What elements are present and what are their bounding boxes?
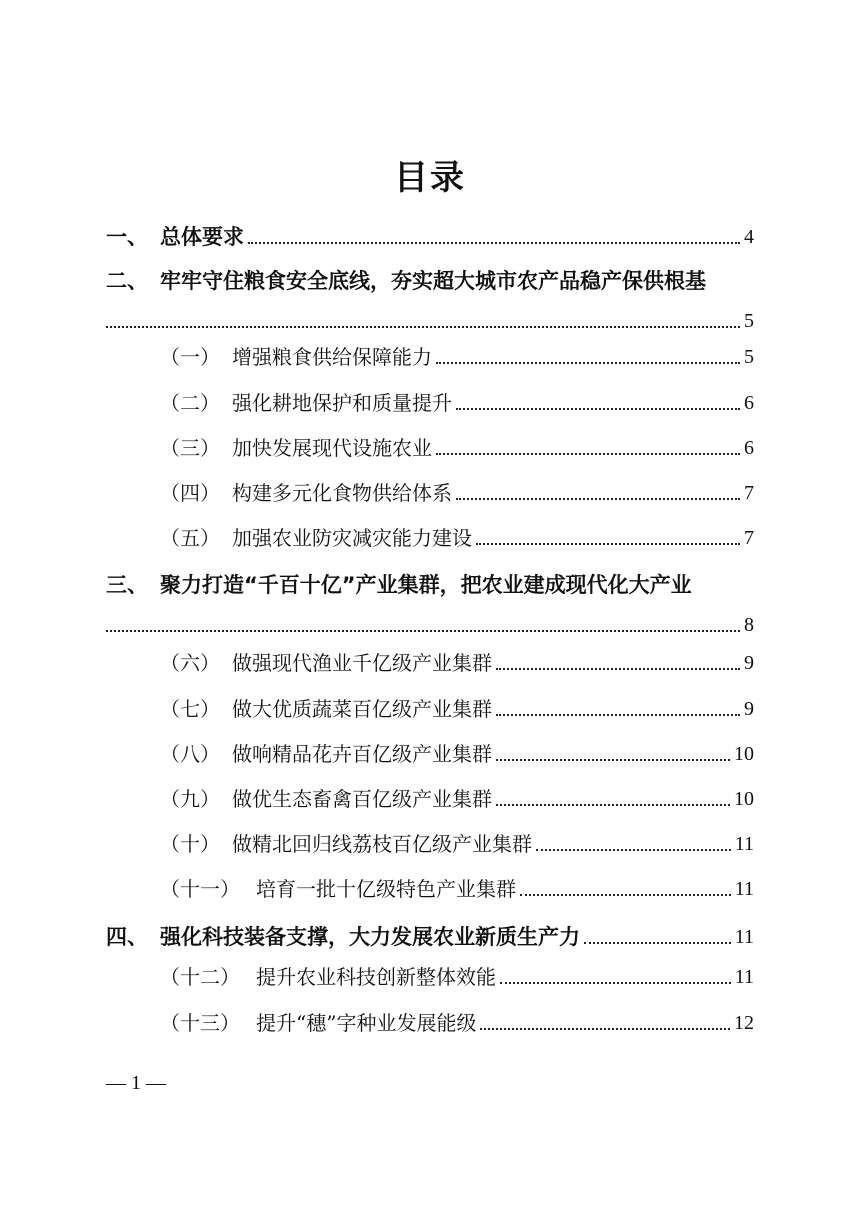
toc-entry-page: 6 — [744, 437, 754, 459]
leader-dots — [496, 668, 740, 670]
toc-entry-4[interactable] — [106, 922, 754, 952]
toc-entry-number: （十一） — [160, 877, 240, 901]
toc-entry-number: 三、 — [106, 573, 148, 597]
toc-entry-3-1[interactable] — [160, 648, 754, 678]
toc-entry-number: （二） — [160, 391, 220, 415]
toc-entry-3[interactable] — [106, 570, 754, 600]
toc-entry-label: 牢牢守住粮食安全底线，夯实超大城市农产品稳产保供根基 — [160, 269, 706, 293]
toc-entry-number: （三） — [160, 436, 220, 460]
toc-entry-number: （九） — [160, 787, 220, 811]
leader-dots — [456, 408, 740, 410]
leader-dots — [584, 942, 731, 944]
toc-entry-page: 11 — [734, 878, 754, 900]
leader-dots — [496, 714, 740, 716]
toc-entry-label: 做响精品花卉百亿级产业集群 — [232, 742, 492, 766]
toc-entry-2-1[interactable] — [160, 342, 754, 372]
toc-entry-number: （十） — [160, 832, 220, 856]
toc-entry-label: 加强农业防灾减灾能力建设 — [232, 526, 472, 550]
toc-entry-number: （七） — [160, 697, 220, 721]
toc-entry-page: 11 — [734, 833, 754, 855]
leader-dots — [436, 453, 740, 455]
leader-dots — [496, 804, 730, 806]
toc-entry-number: （一） — [160, 345, 220, 369]
leader-dots — [500, 982, 731, 984]
toc-entry-page: 4 — [744, 226, 754, 248]
leader-dots — [456, 498, 740, 500]
toc-entry-page: 10 — [734, 743, 754, 765]
toc-entry-label: 做强现代渔业千亿级产业集群 — [232, 651, 492, 675]
toc-entry-number: （四） — [160, 481, 220, 505]
toc-entry-page: 9 — [744, 698, 754, 720]
toc-entry-label: 提升农业科技创新整体效能 — [256, 965, 496, 989]
toc-entry-2[interactable] — [106, 266, 754, 296]
toc-entry-page: 9 — [744, 652, 754, 674]
toc-entry-3-5[interactable] — [160, 829, 754, 859]
toc-entry-number: （八） — [160, 742, 220, 766]
toc-entry-3-4[interactable] — [160, 784, 754, 814]
toc-entry-page: 11 — [734, 966, 754, 988]
toc-entry-label: 强化科技装备支撑，大力发展农业新质生产力 — [160, 925, 580, 949]
toc-entry-4-1[interactable] — [160, 962, 754, 992]
leader-dots — [520, 894, 731, 896]
toc-entry-3-2[interactable] — [160, 694, 754, 724]
toc-entry-number: 四、 — [106, 925, 148, 949]
toc-entry-label: 增强粮食供给保障能力 — [232, 345, 432, 369]
leader-dots — [496, 759, 730, 761]
leader-dots — [248, 242, 740, 244]
toc-entry-label: 加快发展现代设施农业 — [232, 436, 432, 460]
leader-dots — [106, 326, 740, 328]
toc-entry-number: （六） — [160, 651, 220, 675]
toc-entry-page: 7 — [744, 482, 754, 504]
toc-entry-label: 聚力打造“千百十亿”产业集群，把农业建成现代化大产业 — [160, 573, 692, 597]
toc-entry-label: 总体要求 — [160, 225, 244, 249]
toc-entry-2-2[interactable] — [160, 388, 754, 418]
toc-entry-label: 做大优质蔬菜百亿级产业集群 — [232, 697, 492, 721]
toc-entry-page: 7 — [744, 527, 754, 549]
toc-entry-label: 构建多元化食物供给体系 — [232, 481, 452, 505]
toc-entry-page: 6 — [744, 392, 754, 414]
toc-entry-3-continuation[interactable] — [106, 610, 754, 640]
toc-entry-2-5[interactable] — [160, 523, 754, 553]
toc-entry-number: （五） — [160, 526, 220, 550]
toc-entry-2-continuation[interactable] — [106, 306, 754, 336]
leader-dots — [436, 362, 740, 364]
toc-entry-3-3[interactable] — [160, 739, 754, 769]
toc-entry-number: 一、 — [106, 225, 148, 249]
leader-dots — [480, 1028, 730, 1030]
toc-entry-label: 提升“穗”字种业发展能级 — [256, 1011, 477, 1035]
leader-dots — [536, 849, 731, 851]
toc-entry-number: （十二） — [160, 965, 240, 989]
toc-entry-page: 10 — [734, 788, 754, 810]
toc-entry-page: 12 — [734, 1012, 754, 1034]
toc-entry-3-6[interactable] — [160, 874, 754, 904]
toc-entry-label: 培育一批十亿级特色产业集群 — [256, 877, 516, 901]
toc-entry-page: 11 — [734, 926, 754, 948]
toc-entry-2-3[interactable] — [160, 433, 754, 463]
leader-dots — [106, 630, 740, 632]
toc-entry-label: 强化耕地保护和质量提升 — [232, 391, 452, 415]
toc-entry-number: （十三） — [160, 1011, 240, 1035]
leader-dots — [476, 543, 740, 545]
toc-entry-page: 5 — [744, 346, 754, 368]
toc-entry-page: 5 — [744, 310, 754, 332]
toc-entry-number: 二、 — [106, 269, 148, 293]
toc-entry-1[interactable] — [106, 222, 754, 252]
toc-entry-label: 做精北回归线荔枝百亿级产业集群 — [232, 832, 532, 856]
toc-entry-4-2[interactable] — [160, 1008, 754, 1038]
page-number-footer: — 1 — — [106, 1072, 166, 1094]
toc-entry-2-4[interactable] — [160, 478, 754, 508]
toc-entry-label: 做优生态畜禽百亿级产业集群 — [232, 787, 492, 811]
toc-title: 目录 — [394, 158, 466, 198]
toc-entry-page: 8 — [744, 614, 754, 636]
